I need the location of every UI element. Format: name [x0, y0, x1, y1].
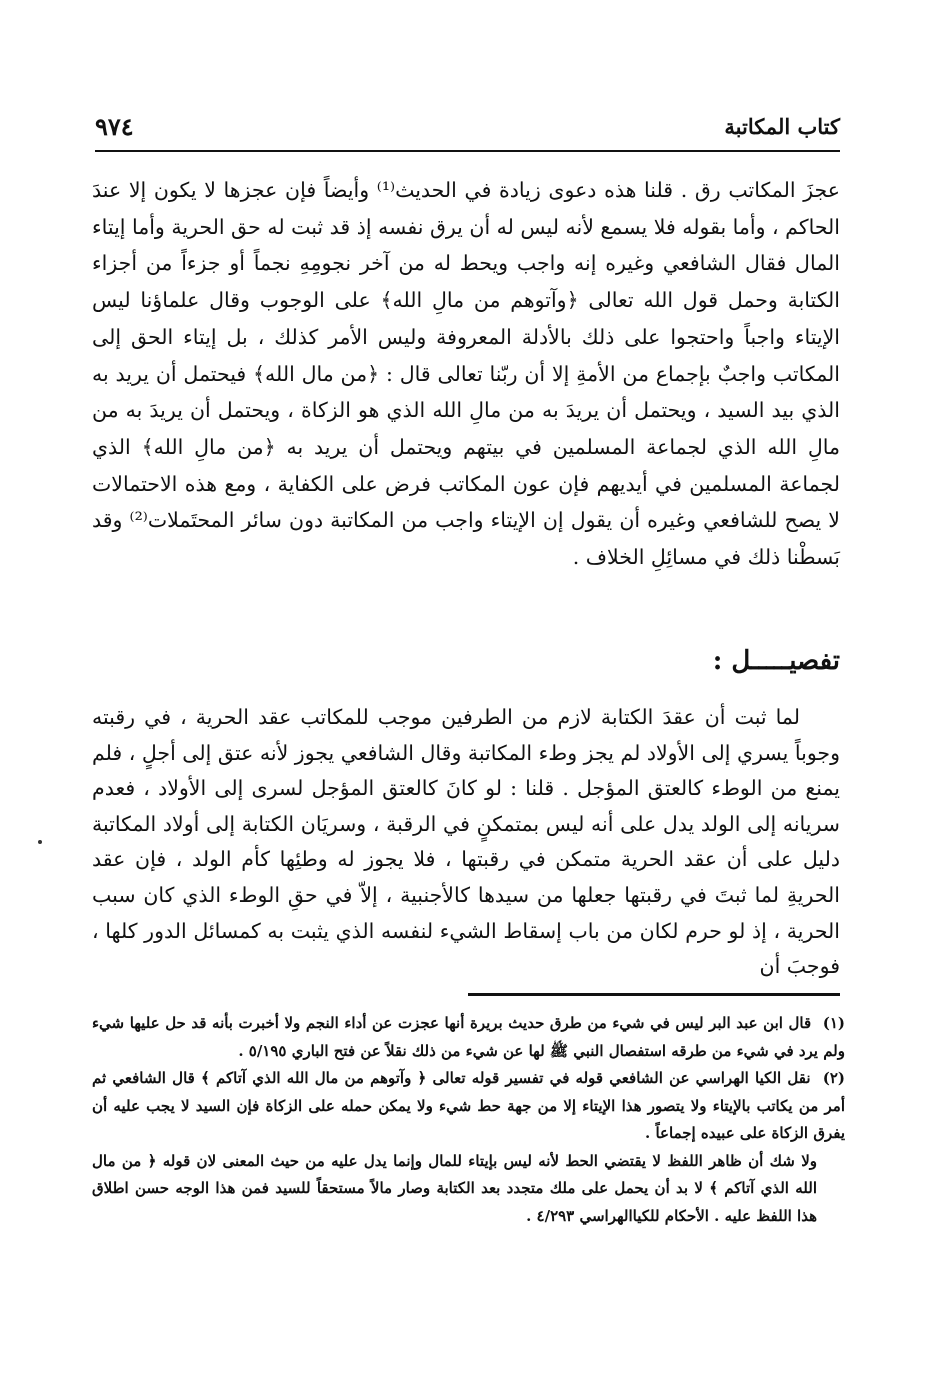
page-number: ٩٧٤ — [95, 112, 134, 141]
footnote-text: قال ابن عبد البر ليس في شيء من طرق حديث بريرة أنها عجزت عن أداء النجم ولا أخبرت بأنه قد حل عليها شيء ولم يرد في شيء من طرقه استفصال النبي ﷺ لها عن شيء من ذلك نقلاً عن فتح الباري ٥/١٩٥ . — [92, 1014, 845, 1060]
footnotes — [92, 1010, 845, 1230]
footnote-1 — [92, 1010, 845, 1065]
footnote-text: نقل الكيا الهراسي عن الشافعي قوله في تفسير قوله تعالى ﴿ وآتوهم من مال الله الذي آتاكم ﴾ قال الشافعي ثم أمر من يكاتب بالإيتاء ولا يتصور هذا الإيتاء إلا من جهة حط شيء ولا يمكن حمله على الزكاة فإن السيد لا يجب عليه أن يفرق الزكاة على عبيده إجماعاً . — [92, 1069, 845, 1142]
section-heading: تفصيـــــل : — [712, 646, 840, 676]
footnote-separator — [468, 993, 840, 996]
header-rule — [95, 150, 840, 152]
footnote-number: (٢) — [822, 1069, 845, 1087]
main-text-block — [92, 172, 840, 576]
section-paragraph: لما ثبت أن عقدَ الكتابة لازم من الطرفين موجب للمكاتب عقد الحرية ، في رقبته وجوباً يسري إلى الأولاد لم يجز وطء المكاتبة وقال الشافعي يجوز لأنه عتق إلى أجلٍ ، فلم يمنع من الوطء كالعتق المؤجل . قلنا : لو كانَ كالعتق المؤجل لسرى إلى الأولاد ، فعدم سريانه إلى الولد يدل على أنه ليس بمتمكنٍ في الرقبة ، وسريَان الكتابة إلى أولاد المكاتبة دليل على أن عقد الحرية متمكن في رقبتها ، فلا يجوز له وطئِها كأم الولد ، فإن عقد الحريةِ لما ثبتَ في رقبتها جعلها من سيدها كالأجنبية ، إلاّ في حقِ الوطء الذي كان سبب الحرية ، إذ لو حرم لكان من باب إسقاط الشيء لنفسه الذي يثبت به كمسائل الدور كلها ، فوجبَ أن — [92, 705, 840, 979]
chapter-title: كتاب المكاتبة — [724, 114, 840, 139]
section-text-block — [92, 700, 840, 985]
footnote-number: (١) — [822, 1014, 845, 1032]
page-header — [95, 112, 840, 152]
footnote-2-continuation: ولا شك أن ظاهر اللفظ لا يقتضي الحط لأنه ليس بإيتاء للمال وإنما يدل عليه من حيث المعنى لان قوله ﴿ من مال الله الذي آتاكم ﴾ لا بد أن يحمل على ملك متجدد بعد الكتابة وصار مالاً مستحقاً للسيد فمن هذا الوجه حسن اطلاق هذا اللفظ عليه . الأحكام للكياالهراسي ٤/٢٩٣ . — [92, 1151, 817, 1225]
footnote-2 — [92, 1065, 845, 1148]
main-paragraph: عجزَ المكاتب رق . قلنا هذه دعوى زيادة في الحديث⁽¹⁾ وأيضاً فإن عجزها لا يكون إلا عندَ الحاكم ، وأما بقوله فلا يسمع لأنه ليس له أن يرق نفسه إذ قد ثبت له حق الحرية وأما إيتاء المال فقال الشافعي وغيره إنه واجب ويحط له من آخر نجومِهِ نجماً أو جزءاً من أجزاء الكتابة وحمل قول الله تعالى ﴿وآتوهم من مالِ الله﴾ على الوجوب وقال علماؤنا ليس الإيتاء واجباً واحتجوا على ذلك بالأدلة المعروفة وليس الأمر كذلك ، بل إيتاء الحق إلى المكاتب واجبٌ بإجماع من الأمةِ إلا أن ربّنا تعالى قال : ﴿من مال الله﴾ فيحتمل أن يريد به الذي بيد السيد ، ويحتمل أن يريدَ به من مالِ الله الذي هو الزكاة ، ويحتمل أن يريدَ به من مالِ الله الذي لجماعة المسلمين في بيتهم ويحتمل أن يريد به ﴿من مالِ الله﴾ الذي لجماعة المسلمين في أيديهم فإن عون المكاتب فرض على الكفاية ، ومع هذه الاحتمالات لا يصح للشافعي وغيره أن يقول إن الإيتاء واجب من المكاتبة دون سائر المحتَملات⁽²⁾ وقد بَسطْنا ذلك في مسائِلِ الخلاف . — [92, 178, 840, 570]
scan-speck — [38, 840, 42, 844]
